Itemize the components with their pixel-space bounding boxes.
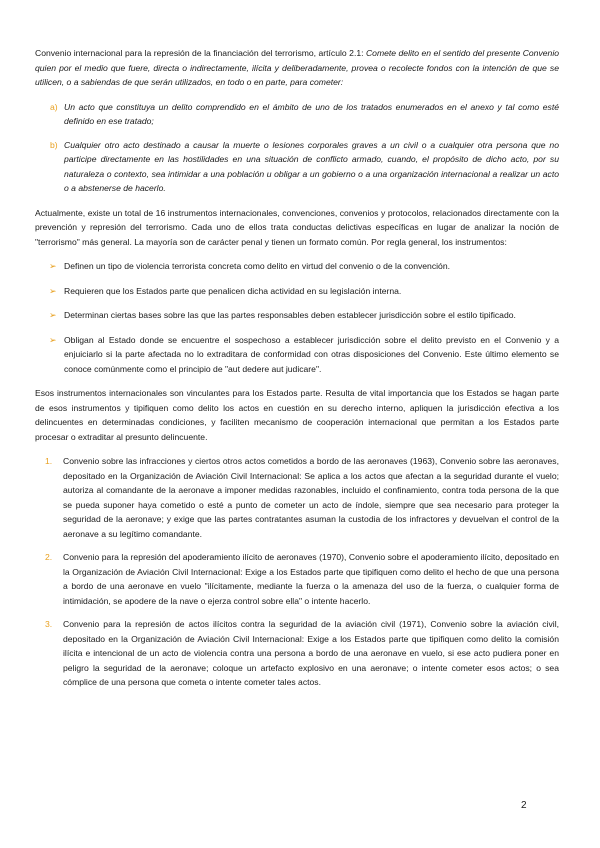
list-item	[49, 259, 559, 274]
list-item-text: Convenio sobre las infracciones y ciertos otros actos cometidos a bordo de las aeronaves (1963), Convenio sobre las aeronaves, depositado en la Organización de Aviación Civil Internacional: Se aplica a los actos que afectan a la seguridad durante el vuelo; autoriza al comandante de la aeronave a imponer medidas razonables, incluido el confinamiento, contra toda persona de la que se pueda suponer haya cometido o esté a punto de cometer un acto de índole, siempre que sea necesario para proteger la seguridad de la aeronave; y exige que las partes contratantes asuman la custodia de los infractores y devuelvan el control de la aeronave a su legítimo comandante.	[63, 456, 559, 539]
intro-paragraph	[35, 46, 559, 90]
list-marker: b)	[50, 139, 58, 150]
list-number: 2.	[45, 552, 53, 562]
list-item-text: Cualquier otro acto destinado a causar la muerte o lesiones corporales graves a un civil o a cualquier otra persona que no participe directamente en las hostilidades en una situación de conflicto armado, cuando, el propósito de dicho acto, por su naturaleza o contexto, sea intimidar a una población u obligar a un gobierno o a una organización internacional a realizar un acto o a abstenerse de hacerlo.	[64, 139, 559, 193]
page-number: 2	[521, 800, 527, 811]
list-item	[49, 308, 559, 323]
list-item	[50, 138, 559, 196]
list-item-text: Obligan al Estado donde se encuentre el sospechoso a establecer jurisdicción sobre el delito previsto en el Convenio y a enjuiciarlo si la parte afectada no lo extraditara de conformidad con otras disposiciones del Convenio. Este último elemento se conoce comúnmente como el principio de "aut dedere aut judicare".	[64, 334, 559, 374]
list-item	[45, 454, 559, 541]
arrow-bullet-icon: ➢	[49, 261, 57, 271]
list-item	[45, 550, 559, 608]
binding-instruments-paragraph: Esos instrumentos internacionales son vinculantes para los Estados parte. Resulta de vital importancia que los Estados se hagan parte de esos instrumentos y tipifiquen como delito los actos en cuestión en su derecho interno, apliquen la jurisdicción efectiva a los delincuentes en determinadas condiciones, y faciliten mecanismo de cooperación internacional que permitan a los Estados parte procesar o extraditar al presunto delincuente.	[35, 388, 559, 442]
intro-quote: Comete delito en el sentido del presente Convenio quien por el medio que fuere, directa o indirectamente, ilícita y deliberadamente, provea o recolecte fondos con la intención de que se utilicen, o a sabiendas de que serán utilizados, en todo o en parte, para cometer:	[35, 48, 560, 87]
numbered-list	[45, 454, 559, 690]
arrow-bullet-icon: ➢	[49, 285, 57, 296]
list-marker: a)	[50, 101, 58, 112]
lettered-list	[50, 100, 559, 196]
list-number: 1.	[45, 456, 53, 466]
list-number: 3.	[45, 619, 53, 629]
list-item	[45, 617, 559, 690]
list-item-text: Definen un tipo de violencia terrorista concreta como delito en virtud del convenio o de la convención.	[64, 261, 450, 271]
list-item-text: Convenio para la represión de actos ilícitos contra la seguridad de la aviación civil (1971), Convenio sobre la aviación civil, depositado en la Organización de Aviación Civil Internacional: Exige a los Estados parte que tipifiquen como delito la comisión ilícita e intencional de un acto de violencia contra una persona a bordo de una aeronave en vuelo, si ese acto pudiera poner en peligro la seguridad de la aeronave; coloque un artefacto explosivo en una aeronave; o intente cometer esos actos; o sea cómplice de una persona que cometa o intente cometer tales actos.	[63, 619, 559, 687]
arrow-bullet-list	[49, 259, 559, 376]
list-item-text: Requieren que los Estados parte que penalicen dicha actividad en su legislación interna.	[64, 285, 402, 296]
list-item-text: Un acto que constituya un delito comprendido en el ámbito de uno de los tratados enumerados en el anexo y tal como esté definido en ese tratado;	[64, 101, 559, 126]
document-page	[35, 46, 559, 699]
list-item-text: Convenio para la represión del apoderamiento ilícito de aeronaves (1970), Convenio sobre el apoderamiento ilícito, depositado en la Organización de Aviación Civil Internacional: Exige a los Estados parte que tipifiquen como delito el hecho de que una persona a bordo de una aeronave en vuelo "ilícitamente, mediante la fuerza o la amenaza del uso de la fuerza, o cualquier forma de intimidación, se apodere de la nave o ejerza control sobre ella" o intente hacerlo.	[63, 552, 559, 606]
list-item	[49, 284, 559, 299]
current-instruments-paragraph: Actualmente, existe un total de 16 instrumentos internacionales, convenciones, convenios y protocolos, relacionados directamente con la prevención y represión del terrorismo. Cada uno de ellos trata conductas delictivas específicas en lugar de analizar la noción de "terrorismo" más general. La mayoría son de carácter penal y tienen un formato común. Por regla general, los instrumentos:	[35, 207, 559, 247]
list-item-text: Determinan ciertas bases sobre las que las partes responsables deben establecer jurisdicción sobre el estilo tipificado.	[64, 310, 516, 320]
list-item	[50, 100, 559, 129]
intro-lead: Convenio internacional para la represión de la financiación del terrorismo, artículo 2.1:	[35, 48, 364, 58]
arrow-bullet-icon: ➢	[49, 310, 57, 320]
list-item	[49, 333, 559, 377]
arrow-bullet-icon: ➢	[49, 334, 57, 345]
